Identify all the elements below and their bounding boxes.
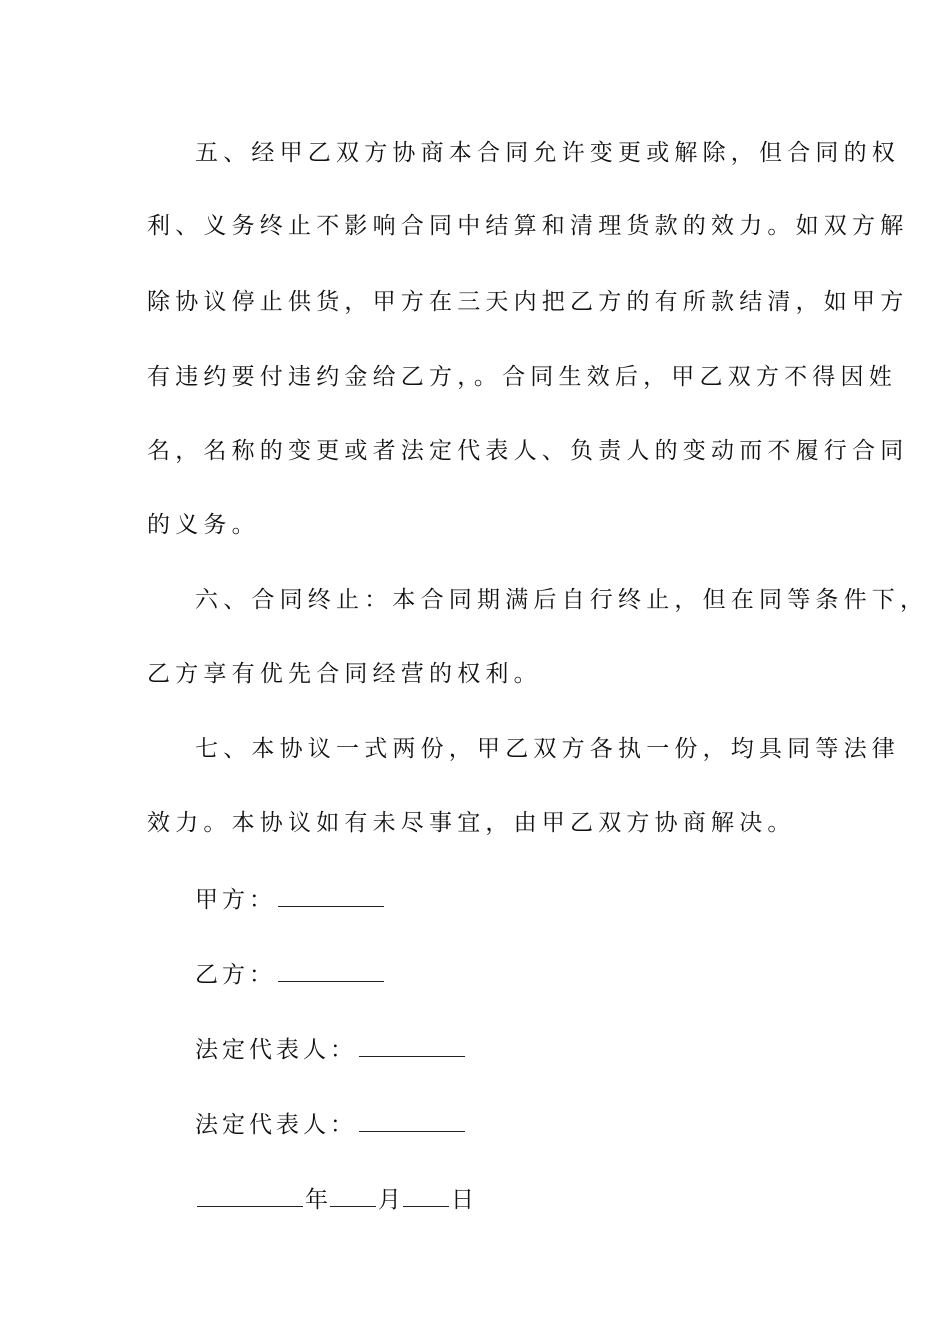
day-label: 日: [451, 1187, 474, 1213]
clause-5-line-1: 五、经甲乙双方协商本合同允许变更或解除，但合同的权: [195, 140, 900, 166]
clause-5-line-4: 有违约要付违约金给乙方，。合同生效后，甲乙双方不得因姓: [147, 364, 897, 390]
month-blank[interactable]: [330, 1178, 376, 1207]
legal-rep-1-label: 法定代表人：: [195, 1037, 357, 1063]
party-b-label: 乙方：: [195, 962, 276, 988]
party-b-signature: [195, 953, 386, 993]
clause-7-line-2: 效力。本协议如有未尽事宜，由甲乙双方协商解决。: [147, 810, 796, 836]
month-label: 月: [378, 1187, 401, 1213]
date-line: [195, 1178, 474, 1218]
day-blank[interactable]: [403, 1178, 449, 1207]
legal-rep-2-signature: [195, 1103, 467, 1143]
party-a-label: 甲方：: [195, 887, 276, 913]
legal-rep-1-signature: [195, 1028, 467, 1068]
clause-5-line-2: 利、义务终止不影响合同中结算和清理货款的效力。如双方解: [147, 213, 909, 239]
year-blank[interactable]: [197, 1178, 303, 1207]
party-a-blank[interactable]: [278, 878, 384, 907]
clause-5-line-3: 除协议停止供货，甲方在三天内把乙方的有所款结清，如甲方: [147, 289, 909, 315]
legal-rep-2-label: 法定代表人：: [195, 1112, 357, 1138]
party-b-blank[interactable]: [278, 953, 384, 982]
clause-5-line-6: 的义务。: [147, 512, 260, 538]
legal-rep-1-blank[interactable]: [359, 1028, 465, 1057]
legal-rep-2-blank[interactable]: [359, 1103, 465, 1132]
clause-7-line-1: 七、本协议一式两份，甲乙双方各执一份，均具同等法律: [195, 736, 900, 762]
clause-6-line-1: 六、合同终止：本合同期满后自行终止，但在同等条件下，: [195, 587, 929, 613]
party-a-signature: [195, 878, 386, 918]
year-label: 年: [305, 1187, 328, 1213]
clause-5-line-5: 名，名称的变更或者法定代表人、负责人的变动而不履行合同: [147, 438, 909, 464]
clause-6-line-2: 乙方享有优先合同经营的权利。: [147, 661, 542, 687]
